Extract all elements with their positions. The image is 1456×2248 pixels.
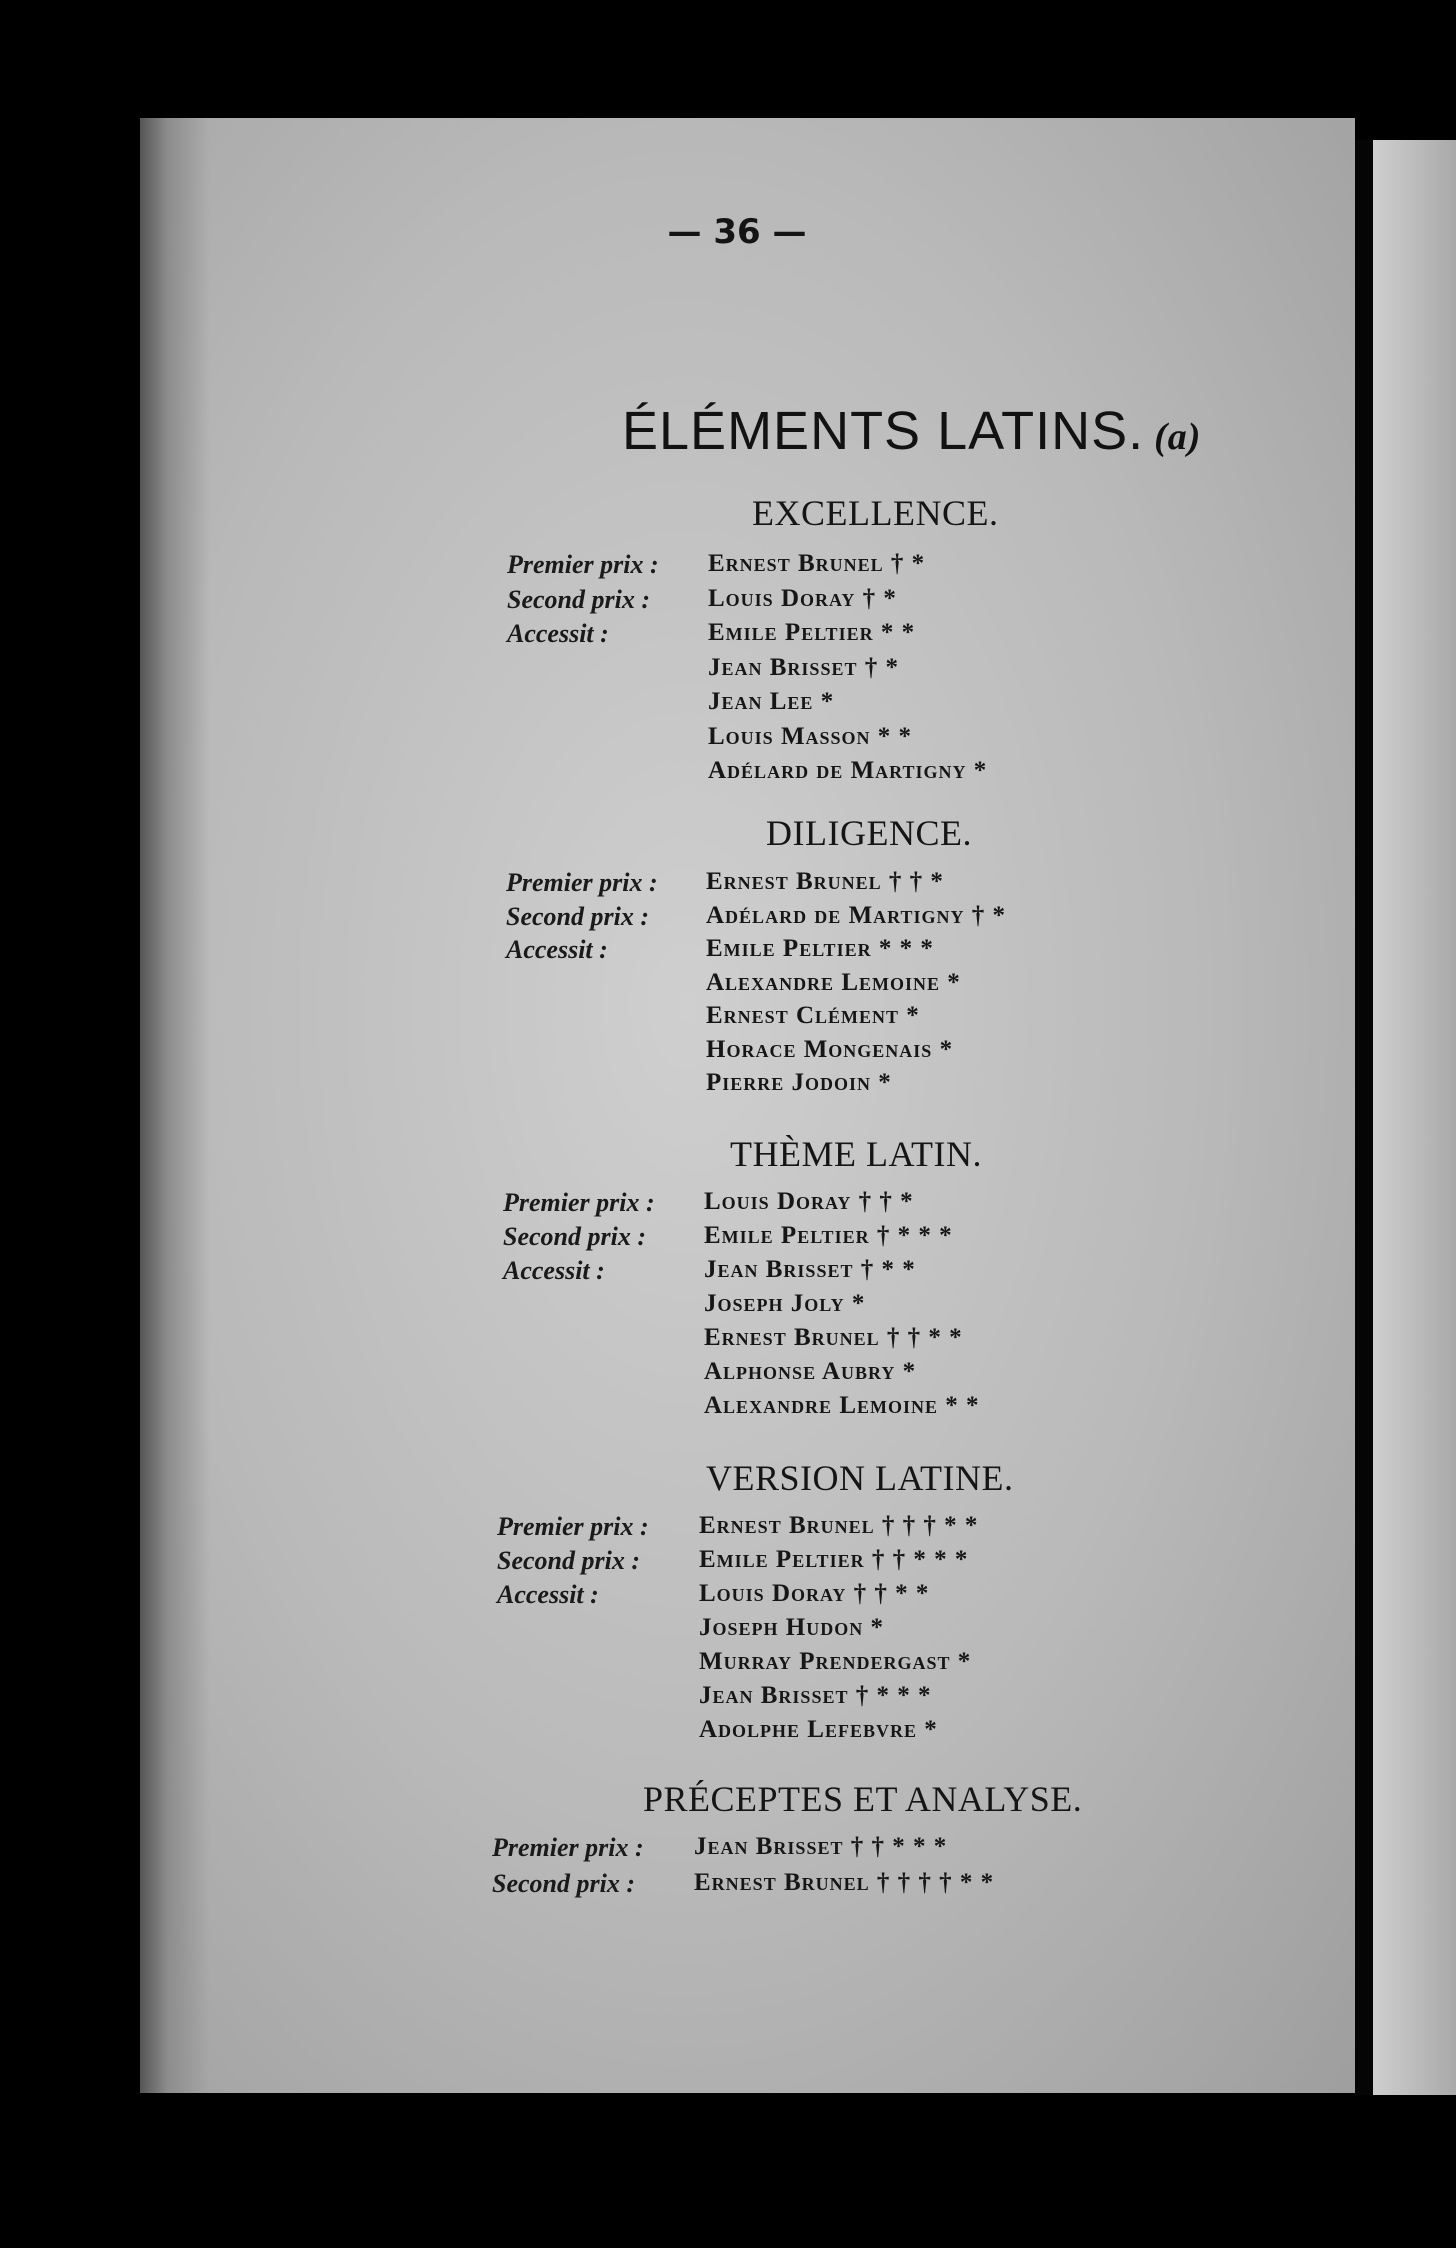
- student-name: Louis Masson * *: [708, 722, 913, 750]
- award-label: Premier prix :: [492, 1833, 644, 1862]
- section-title: EXCELLENCE.: [752, 493, 999, 533]
- student-name: Alexandre Lemoine *: [706, 968, 961, 996]
- student-name: Ernest Brunel † † * *: [704, 1324, 963, 1351]
- award-label: Accessit :: [503, 1256, 605, 1285]
- student-name: Emile Peltier † † * * *: [699, 1546, 969, 1573]
- section-title: VERSION LATINE.: [706, 1458, 1014, 1498]
- award-label: Accessit :: [507, 619, 609, 648]
- award-label: Accessit :: [506, 935, 608, 964]
- award-label: Premier prix :: [503, 1188, 655, 1217]
- page-title-text: ÉLÉMENTS LATINS.: [622, 401, 1145, 461]
- student-name: Ernest Clément *: [706, 1002, 920, 1029]
- student-name: Joseph Hudon *: [699, 1614, 884, 1641]
- student-name: Alexandre Lemoine * *: [704, 1392, 980, 1419]
- student-name: Pierre Jodoin *: [706, 1069, 892, 1096]
- award-label: Second prix :: [497, 1546, 640, 1575]
- student-name: Louis Doray † *: [708, 584, 897, 612]
- student-name: Ernest Brunel † † † * *: [699, 1512, 979, 1539]
- page-title: [622, 400, 1201, 462]
- student-name: Adélard de Martigny † *: [706, 901, 1007, 929]
- award-label: Second prix :: [506, 901, 649, 931]
- student-name: Jean Brisset † * *: [704, 1256, 916, 1283]
- student-name: Adélard de Martigny *: [708, 757, 988, 784]
- award-label: Premier prix :: [497, 1512, 649, 1541]
- student-name: Jean Lee *: [708, 688, 835, 715]
- student-name: Emile Peltier * * *: [706, 935, 934, 962]
- student-name: Ernest Brunel † † *: [706, 868, 944, 895]
- student-name: Murray Prendergast *: [699, 1648, 972, 1675]
- section-title: THÈME LATIN.: [730, 1134, 982, 1174]
- award-label: Accessit :: [497, 1580, 599, 1609]
- section-title: DILIGENCE.: [766, 813, 972, 853]
- student-name: Jean Brisset † * * *: [699, 1682, 932, 1709]
- student-name: Horace Mongenais *: [706, 1035, 954, 1063]
- gutter-shadow: [1355, 140, 1373, 2095]
- student-name: Ernest Brunel † † † † * *: [694, 1869, 995, 1896]
- student-name: Alphonse Aubry *: [704, 1358, 917, 1385]
- award-label: Premier prix :: [506, 868, 658, 897]
- student-name: Jean Brisset † *: [708, 653, 899, 681]
- section-title: PRÉCEPTES ET ANALYSE.: [643, 1779, 1083, 1819]
- award-label: Second prix :: [492, 1869, 635, 1898]
- award-label: Second prix :: [507, 584, 650, 614]
- award-label: Premier prix :: [507, 550, 659, 579]
- award-label: Second prix :: [503, 1222, 646, 1251]
- footnote-marker: (a): [1154, 416, 1202, 458]
- student-name: Emile Peltier * *: [708, 619, 916, 646]
- student-name: Jean Brisset † † * * *: [694, 1833, 948, 1860]
- student-name: Ernest Brunel † *: [708, 550, 926, 577]
- student-name: Joseph Joly *: [704, 1290, 866, 1317]
- student-name: Emile Peltier † * * *: [704, 1222, 953, 1249]
- student-name: Adolphe Lefebvre *: [699, 1716, 938, 1743]
- student-name: Louis Doray † † * *: [699, 1580, 930, 1607]
- student-name: Louis Doray † † *: [704, 1188, 914, 1215]
- page-number: — 36 —: [667, 212, 807, 252]
- facing-page-edge: [1373, 140, 1456, 2095]
- page-edge-shadow: [140, 118, 210, 2093]
